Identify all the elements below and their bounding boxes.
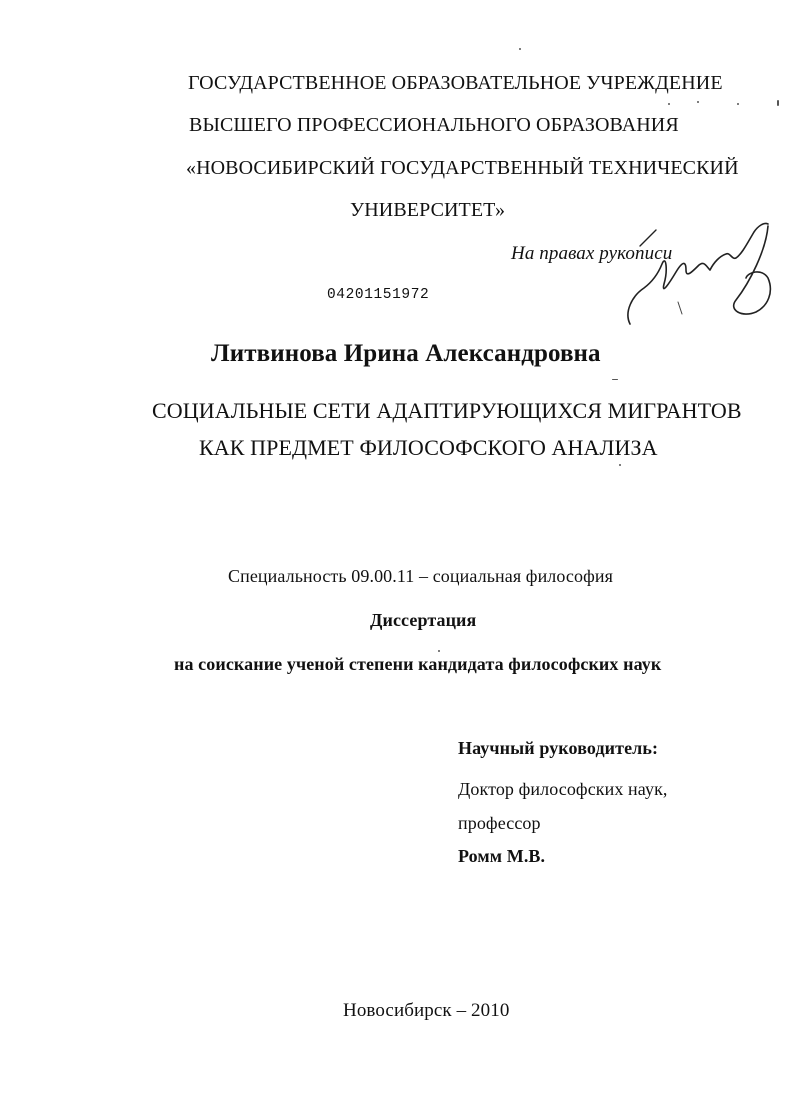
catalog-number: 04201151972 [327,287,430,303]
specialty: Специальность 09.00.11 – социальная философия [228,566,613,586]
institution-line-4: УНИВЕРСИТЕТ» [350,199,506,221]
scan-speck [619,464,621,466]
scan-speck [612,379,618,380]
supervisor-rank: профессор [458,813,541,833]
scan-speck [697,101,699,103]
dissertation-title-line-1: СОЦИАЛЬНЫЕ СЕТИ АДАПТИРУЮЩИХСЯ МИГРАНТОВ [152,398,742,423]
supervisor-name: Ромм М.В. [458,846,546,866]
document-type: Диссертация [370,610,477,630]
dissertation-title-line-2: КАК ПРЕДМЕТ ФИЛОСОФСКОГО АНАЛИЗА [199,435,658,460]
scan-speck [519,48,521,50]
scan-speck [737,103,739,105]
degree-statement: на соискание ученой степени кандидата философских наук [174,654,662,674]
scan-speck [438,650,440,652]
institution-line-1: ГОСУДАРСТВЕННОЕ ОБРАЗОВАТЕЛЬНОЕ УЧРЕЖДЕНИЕ [188,72,723,94]
handwritten-signature [618,212,788,342]
scan-speck [777,100,779,106]
institution-line-3: «НОВОСИБИРСКИЙ ГОСУДАРСТВЕННЫЙ ТЕХНИЧЕСКИЙ [186,157,739,179]
author-name: Литвинова Ирина Александровна [211,340,601,367]
institution-line-2: ВЫСШЕГО ПРОФЕССИОНАЛЬНОГО ОБРАЗОВАНИЯ [189,114,679,136]
scan-speck [668,103,670,105]
manuscript-rights-note: На правах рукописи [511,243,673,264]
city-year: Новосибирск – 2010 [343,1000,510,1021]
supervisor-degree: Доктор философских наук, [458,779,668,799]
supervisor-heading: Научный руководитель: [458,738,659,758]
